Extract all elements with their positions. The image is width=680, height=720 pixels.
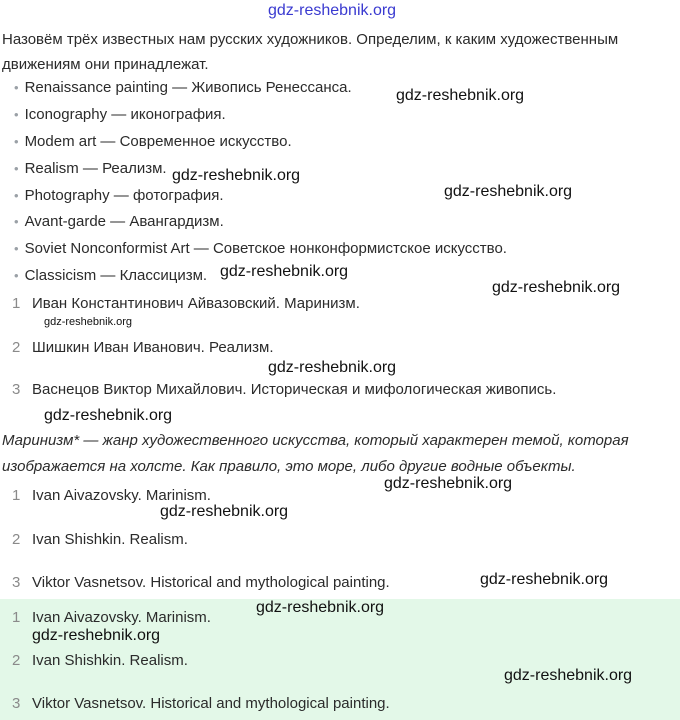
watermark: gdz-reshebnik.org <box>268 359 397 376</box>
list-item: Шишкин Иван Иванович. Реализм. <box>32 339 274 356</box>
list-number: 2 <box>12 339 21 356</box>
list-number: 2 <box>12 652 21 669</box>
list-item: • Renaissance painting — Живопись Ренессанса. <box>14 79 352 96</box>
list-item: • Modem art — Современное искусство. <box>14 133 292 150</box>
watermark: gdz-reshebnik.org <box>480 571 609 588</box>
list-item: • Classicism — Классицизм. <box>14 267 208 284</box>
list-item: • Soviet Nonconformist Art — Советское нонконформистское искусство. <box>14 240 507 257</box>
list-number: 3 <box>12 381 21 398</box>
bullet-icon: • <box>14 241 19 256</box>
list-number: 3 <box>12 695 21 712</box>
list-item: Иван Константинович Айвазовский. Маринизм. <box>32 295 360 312</box>
bullet-icon: • <box>14 107 19 122</box>
list-number: 3 <box>12 574 21 591</box>
watermark: gdz-reshebnik.org <box>44 316 133 328</box>
watermark: gdz-reshebnik.org <box>492 279 621 296</box>
list-item: Ivan Aivazovsky. Marinism. <box>32 487 211 504</box>
intro-paragraph: Назовём трёх известных нам русских художников. Определим, к каким художественным движениям они принадлежат. <box>2 31 619 73</box>
watermark: gdz-reshebnik.org <box>396 87 525 104</box>
list-item: • Avant-garde — Авангардизм. <box>14 213 224 230</box>
bullet-icon: • <box>14 214 19 229</box>
list-number: 1 <box>12 295 21 312</box>
watermark: gdz-reshebnik.org <box>160 503 289 520</box>
list-number: 1 <box>12 609 21 626</box>
watermark: gdz-reshebnik.org <box>444 183 573 200</box>
list-number: 1 <box>12 487 21 504</box>
watermark-top: gdz-reshebnik.org <box>268 2 397 19</box>
watermark: gdz-reshebnik.org <box>256 599 385 616</box>
bullet-icon: • <box>14 134 19 149</box>
watermark: gdz-reshebnik.org <box>220 263 349 280</box>
list-item: Васнецов Виктор Михайлович. Историческая и мифологическая живопись. <box>32 381 557 398</box>
list-item: • Realism — Реализм. <box>14 160 167 177</box>
watermark: gdz-reshebnik.org <box>504 667 633 684</box>
list-number: 2 <box>12 531 21 548</box>
list-item: Ivan Shishkin. Realism. <box>32 652 188 669</box>
list-item: • Photography — фотография. <box>14 187 224 204</box>
list-item: • Iconography — иконография. <box>14 106 226 123</box>
list-item: Ivan Aivazovsky. Marinism. <box>32 609 211 626</box>
bullet-icon: • <box>14 188 19 203</box>
bullet-icon: • <box>14 161 19 176</box>
marinism-note: Маринизм* — жанр художественного искусства, который характерен темой, которая изображается на холсте. Как правило, это море, либо другие водные объекты. <box>2 432 629 475</box>
list-item: Viktor Vasnetsov. Historical and mythological painting. <box>32 574 390 591</box>
watermark: gdz-reshebnik.org <box>172 167 301 184</box>
list-item: Viktor Vasnetsov. Historical and mythological painting. <box>32 695 390 712</box>
watermark: gdz-reshebnik.org <box>44 407 173 424</box>
list-item: Ivan Shishkin. Realism. <box>32 531 188 548</box>
bullet-icon: • <box>14 80 19 95</box>
bullet-icon: • <box>14 268 19 283</box>
watermark: gdz-reshebnik.org <box>384 475 513 492</box>
watermark: gdz-reshebnik.org <box>32 627 161 644</box>
